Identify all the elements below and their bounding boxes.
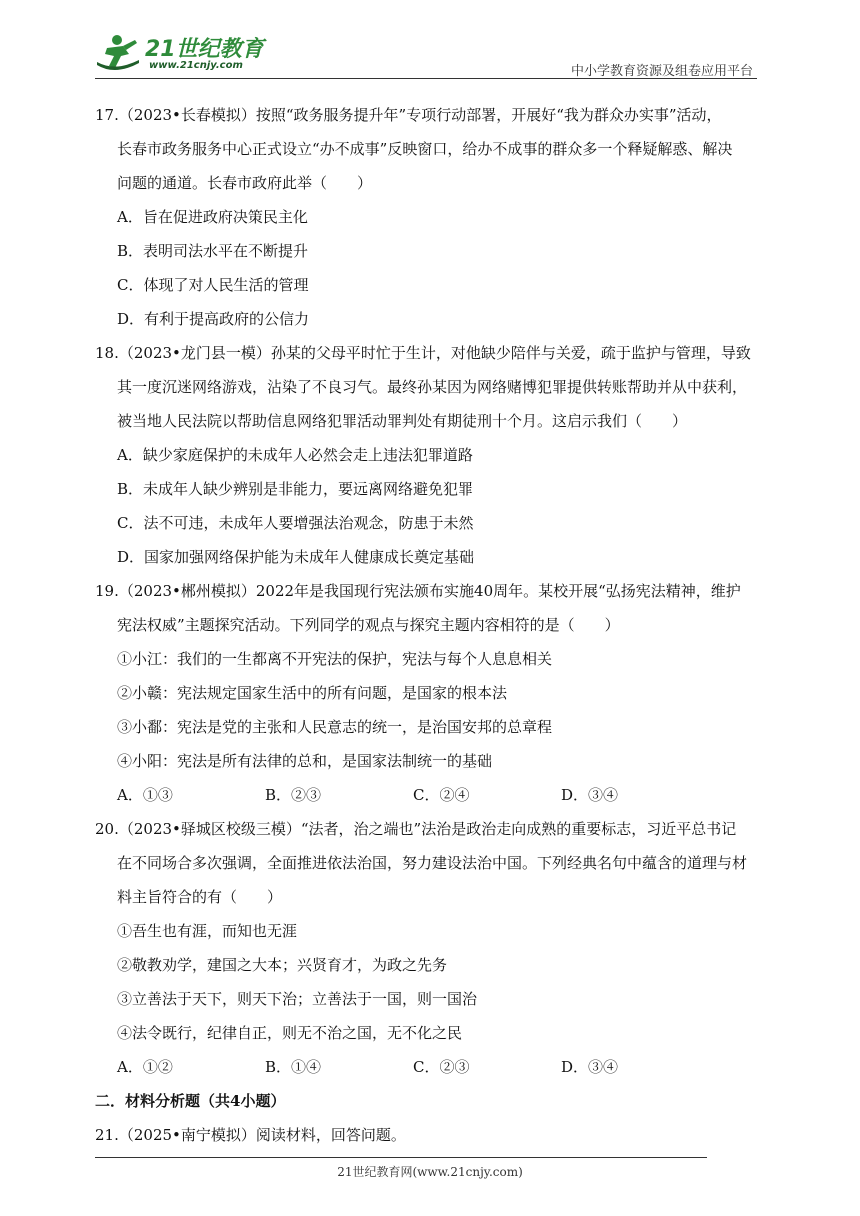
statement-3: ③小鄱：宪法是党的主张和人民意志的统一，是治国安邦的总章程 bbox=[117, 718, 553, 736]
question-text-line: 宪法权威”主题探究活动。下列同学的观点与探究主题内容相符的是（ ） bbox=[117, 616, 620, 634]
option-b: B．未成年人缺少辨别是非能力，要远离网络避免犯罪 bbox=[117, 480, 474, 498]
statement-4: ④小阳：宪法是所有法律的总和，是国家法制统一的基础 bbox=[117, 752, 493, 770]
choice-c: C．②③ bbox=[413, 1058, 470, 1076]
option-a: A．缺少家庭保护的未成年人必然会走上违法犯罪道路 bbox=[117, 446, 473, 464]
question-20 bbox=[95, 812, 765, 1084]
question-text-line: 其一度沉迷网络游戏，沾染了不良习气。最终孙某因为网络赌博犯罪提供转账帮助并从中获利， bbox=[117, 378, 748, 396]
question-21: 21.（2025•南宁模拟）阅读材料，回答问题。 bbox=[95, 1126, 406, 1144]
question-19 bbox=[95, 574, 765, 812]
logo bbox=[95, 32, 265, 76]
question-text-line: 20.（2023•驿城区校级三模）“法者，治之端也”法治是政治走向成熟的重要标志，习近平总书记 bbox=[95, 820, 737, 838]
choice-a: A．①② bbox=[117, 1058, 173, 1076]
logo-url: www.21cnjy.com bbox=[149, 60, 243, 71]
question-text-line: 长春市政务服务中心正式设立“办不成事”反映窗口，给办不成事的群众多一个释疑解惑、解决 bbox=[117, 140, 733, 158]
question-text-line: 被当地人民法院以帮助信息网络犯罪活动罪判处有期徒刑十个月。这启示我们（ ） bbox=[117, 412, 688, 430]
question-text-line: 在不同场合多次强调，全面推进依法治国，努力建设法治中国。下列经典名句中蕴含的道理与材 bbox=[117, 854, 748, 872]
question-text-line: 18.（2023•龙门县一模）孙某的父母平时忙于生计，对他缺少陪伴与关爱，疏于监护与管理，导致 bbox=[95, 344, 751, 362]
choice-b: B．①④ bbox=[265, 1058, 322, 1076]
choice-d: D．③④ bbox=[561, 1058, 619, 1076]
option-c: C．体现了对人民生活的管理 bbox=[117, 276, 309, 294]
choice-a: A．①③ bbox=[117, 786, 173, 804]
statement-2: ②敬教劝学，建国之大本；兴贤育才，为政之先务 bbox=[117, 956, 448, 974]
choice-b: B．②③ bbox=[265, 786, 322, 804]
statement-4: ④法令既行，纪律自正，则无不治之国，无不化之民 bbox=[117, 1024, 463, 1042]
choice-row bbox=[95, 1050, 765, 1084]
statement-1: ①吾生也有涯，而知也无涯 bbox=[117, 922, 298, 940]
logo-text: 21世纪教育 bbox=[145, 37, 264, 62]
option-d: D．国家加强网络保护能为未成年人健康成长奠定基础 bbox=[117, 548, 475, 566]
question-17 bbox=[95, 98, 765, 336]
page-header bbox=[95, 30, 757, 78]
option-a: A．旨在促进政府决策民主化 bbox=[117, 208, 308, 226]
option-c: C．法不可违，未成年人要增强法治观念，防患于未然 bbox=[117, 514, 474, 532]
choice-d: D．③④ bbox=[561, 786, 619, 804]
choice-row bbox=[95, 778, 765, 812]
section-title: 二．材料分析题（共4小题） bbox=[95, 1092, 286, 1110]
exam-content bbox=[95, 98, 765, 1152]
option-b: B．表明司法水平在不断提升 bbox=[117, 242, 309, 260]
option-d: D．有利于提高政府的公信力 bbox=[117, 310, 310, 328]
statement-3: ③立善法于天下，则天下治；立善法于一国，则一国治 bbox=[117, 990, 478, 1008]
platform-name: 中小学教育资源及组卷应用平台 bbox=[570, 64, 753, 79]
header-divider bbox=[95, 78, 757, 79]
question-18 bbox=[95, 336, 765, 574]
statement-2: ②小赣：宪法规定国家生活中的所有问题，是国家的根本法 bbox=[117, 684, 508, 702]
footer-divider bbox=[95, 1157, 707, 1158]
choice-c: C．②④ bbox=[413, 786, 470, 804]
question-text-line: 问题的通道。长春市政府此举（ ） bbox=[117, 174, 373, 192]
question-text-line: 17.（2023•长春模拟）按照“政务服务提升年”专项行动部署，开展好“我为群众办实事”活动， bbox=[95, 106, 722, 124]
statement-1: ①小江：我们的一生都离不开宪法的保护，宪法与每个人息息相关 bbox=[117, 650, 553, 668]
question-text-line: 料主旨符合的有（ ） bbox=[117, 888, 283, 906]
page-footer: 21世纪教育网(www.21cnjy.com) bbox=[337, 1165, 523, 1179]
question-text-line: 19.（2023•郴州模拟）2022年是我国现行宪法颁布实施40周年。某校开展“弘扬宪法精神，维护 bbox=[95, 582, 741, 600]
